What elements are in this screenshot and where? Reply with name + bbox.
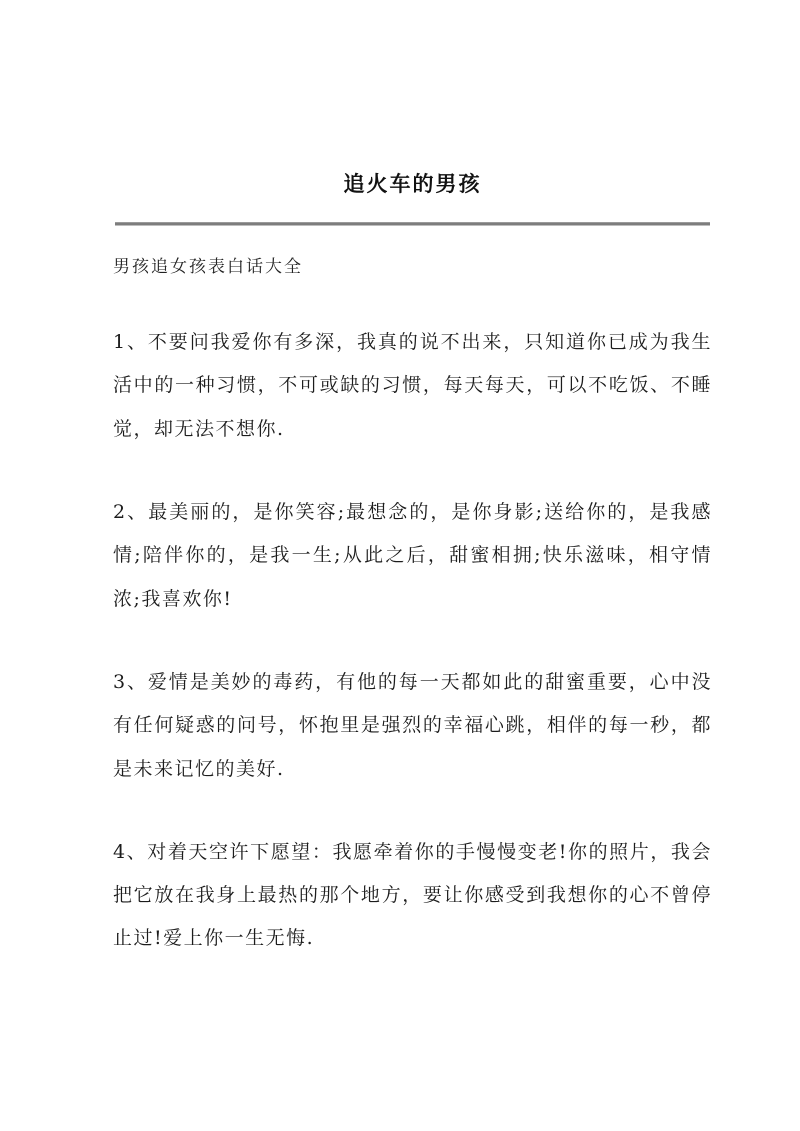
document-title: 追火车的男孩 — [343, 171, 482, 196]
title-divider-rule — [115, 222, 710, 226]
paragraph-3: 3、爱情是美妙的毒药，有他的每一天都如此的甜蜜重要，心中没有任何疑惑的问号，怀抱里是强烈的幸福心跳，相伴的每一秒，都是未来记忆的美好. — [113, 670, 712, 780]
document-subtitle: 男孩追女孩表白话大全 — [113, 257, 303, 277]
paragraph-2: 2、最美丽的，是你笑容;最想念的，是你身影;送给你的，是我感情;陪伴你的，是我一生;从此之后，甜蜜相拥;快乐滋味，相守情浓;我喜欢你! — [113, 500, 712, 610]
document-content — [113, 168, 712, 1001]
paragraph-4: 4、对着天空许下愿望：我愿牵着你的手慢慢变老!你的照片，我会把它放在我身上最热的那个地方，要让你感受到我想你的心不曾停止过!爱上你一生无悔. — [113, 840, 712, 950]
paragraph-1: 1、不要问我爱你有多深，我真的说不出来，只知道你已成为我生活中的一种习惯，不可或缺的习惯，每天每天，可以不吃饭、不睡觉，却无法不想你. — [113, 331, 712, 440]
